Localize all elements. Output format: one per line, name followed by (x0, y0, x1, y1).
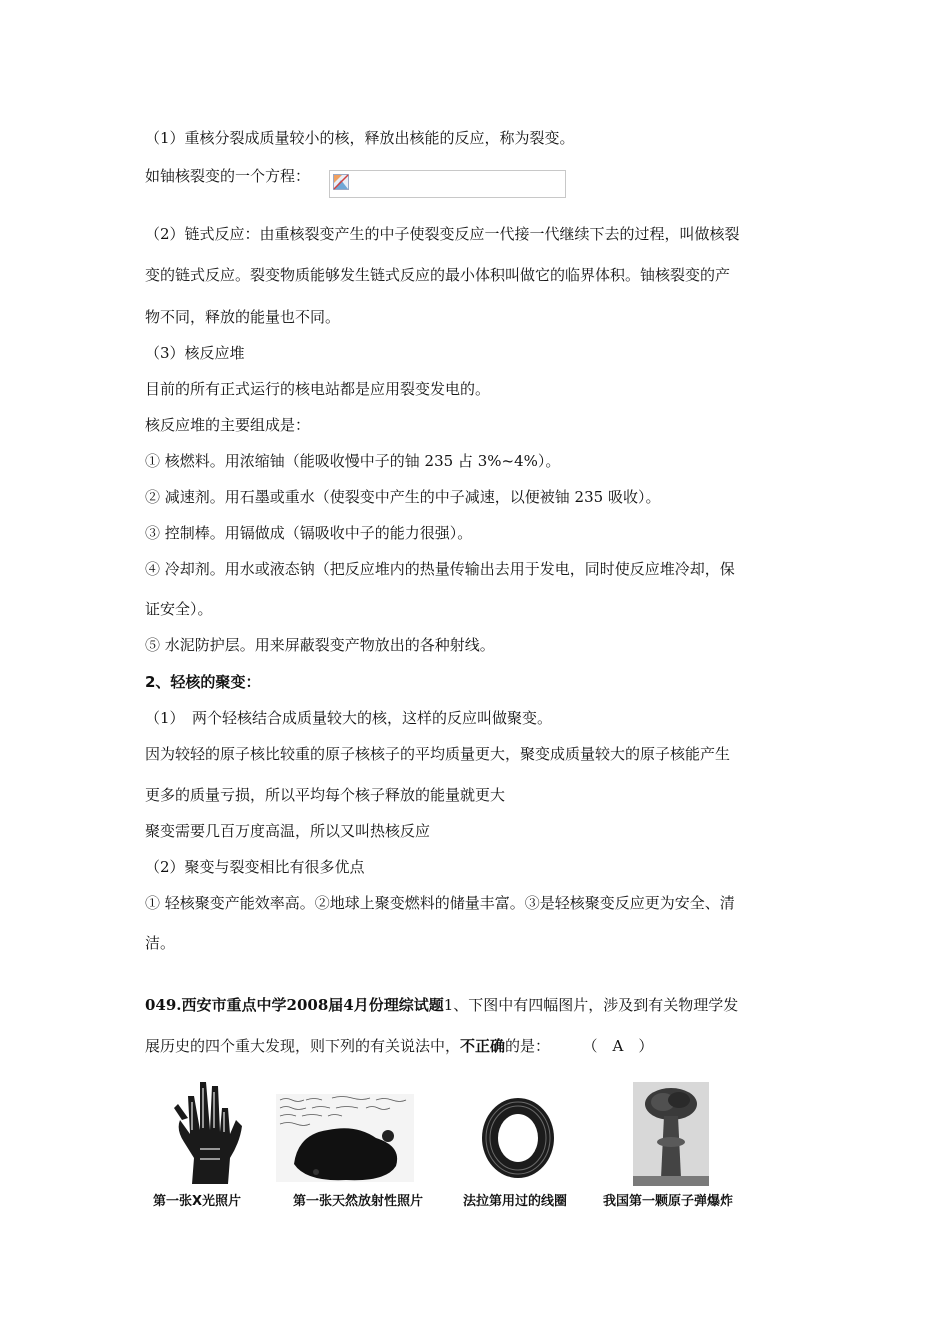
atomic-bomb-image (633, 1082, 709, 1186)
text-shield: ⑤ 水泥防护层。用来屏蔽裂变产物放出的各种射线。 (145, 636, 495, 654)
question-answer: （ A ） (590, 1037, 654, 1055)
question-stem-2: 展历史的四个重大发现，则下列的有关说法中， (145, 1037, 461, 1055)
text-moderator: ② 减速剂。用石墨或重水（使裂变中产生的中子减速，以便被铀 235 吸收）。 (145, 488, 661, 506)
text-fusion-reason-2: 更多的质量亏损，所以平均每个核子释放的能量就更大 (145, 786, 506, 804)
text-chain-reaction-1: （2）链式反应：由重核裂变产生的中子使裂变反应一代接一代继续下去的过程，叫做核裂 (145, 225, 740, 243)
equation-image (329, 170, 566, 198)
text-fuel: ① 核燃料。用浓缩铀（能吸收慢中子的铀 235 占 3%~4%）。 (145, 452, 561, 470)
text-fusion-reason-1: 因为较轻的原子核比较重的原子核核子的平均质量更大，聚变成质量较大的原子核能产生 (145, 745, 731, 763)
text-advantages-1: ① 轻核聚变产能效率高。②地球上聚变燃料的储量丰富。③是轻核聚变反应更为安全、清 (145, 894, 735, 912)
caption-coil: 法拉第用过的线圈 (463, 1194, 568, 1209)
text-reactor-heading: （3）核反应堆 (145, 344, 245, 362)
question-stem: 1、下图中有四幅图片，涉及到有关物理学发 (443, 996, 739, 1014)
caption-radioactivity: 第一张天然放射性照片 (293, 1194, 424, 1209)
text-uranium-equation-label: 如铀核裂变的一个方程： (145, 167, 311, 185)
text-advantages-heading: （2）聚变与裂变相比有很多优点 (145, 858, 365, 876)
question-line-1 (145, 995, 738, 1015)
text-control-rod: ③ 控制棒。用镉做成（镉吸收中子的能力很强）。 (145, 524, 473, 542)
caption-bomb: 我国第一颗原子弹爆炸 (603, 1194, 734, 1209)
question-source: 049.西安市重点中学2008届4月份理综试题 (145, 996, 444, 1014)
text-coolant-2: 证安全）。 (145, 600, 213, 618)
caption-xray: 第一张X光照片 (153, 1194, 242, 1209)
question-emphasis: 不正确 (460, 1037, 506, 1055)
text-advantages-2: 洁。 (145, 934, 176, 952)
text-coolant-1: ④ 冷却剂。用水或液态钠（把反应堆内的热量传输出去用于发电，同时使反应堆冷却，保 (145, 560, 735, 578)
broken-image-icon (333, 174, 349, 190)
text-chain-reaction-2: 变的链式反应。裂变物质能够发生链式反应的最小体积叫做它的临界体积。铀核裂变的产 (145, 266, 731, 284)
text-thermonuclear: 聚变需要几百万度高温，所以又叫热核反应 (145, 822, 431, 840)
text-chain-reaction-3: 物不同，释放的能量也不同。 (145, 308, 341, 326)
text-fusion-definition: （1） 两个轻核结合成质量较大的核，这样的反应叫做聚变。 (145, 709, 553, 727)
xray-hand-image (170, 1068, 250, 1184)
text-reactor-intro: 目前的所有正式运行的核电站都是应用裂变发电的。 (145, 380, 491, 398)
question-stem-3: 的是： (505, 1037, 551, 1055)
faraday-coil-image (476, 1090, 560, 1186)
heading-fusion: 2、轻核的聚变： (145, 673, 261, 691)
question-line-2 (145, 1036, 653, 1056)
radioactivity-photo-image (276, 1094, 414, 1182)
text-fission-definition: （1）重核分裂成质量较小的核，释放出核能的反应，称为裂变。 (145, 129, 575, 147)
text-reactor-components: 核反应堆的主要组成是： (145, 416, 311, 434)
